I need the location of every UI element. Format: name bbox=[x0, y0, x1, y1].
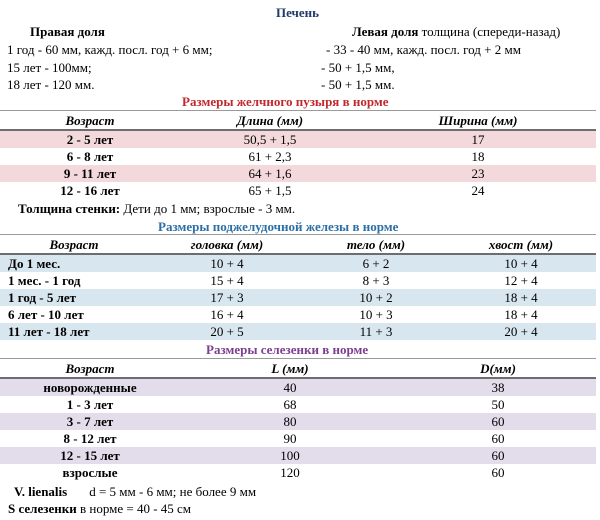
body-cell: 10 + 2 bbox=[359, 290, 393, 305]
pancreas-header-head: головка (мм) bbox=[148, 235, 306, 254]
liver-right-line-1: 1 год - 60 мм, кажд. посл. год + 6 мм; bbox=[7, 42, 213, 57]
body-cell: 11 + 3 bbox=[359, 324, 393, 339]
head-cell: 10 + 4 bbox=[210, 256, 244, 271]
width-cell: 24 bbox=[471, 183, 485, 198]
gallbladder-title: Размеры желчного пузыря в норме bbox=[182, 94, 389, 109]
spleen-header-length: L (мм) bbox=[180, 359, 400, 378]
width-cell: 23 bbox=[471, 166, 485, 181]
spleen-header-age: Возраст bbox=[0, 359, 180, 378]
splenic-vein-note bbox=[14, 484, 256, 500]
table-row bbox=[0, 378, 596, 396]
table-row bbox=[0, 413, 596, 430]
table-row bbox=[0, 396, 596, 413]
age-cell: 6 - 8 лет bbox=[66, 149, 114, 164]
age-cell: 1 год - 5 лет bbox=[8, 290, 77, 305]
gallbladder-table bbox=[0, 111, 596, 199]
gallbladder-header-width: Ширина (мм) bbox=[360, 111, 596, 130]
spleen-table bbox=[0, 359, 596, 481]
table-row bbox=[0, 130, 596, 148]
diameter-cell: 38 bbox=[491, 380, 505, 395]
table-row bbox=[0, 464, 596, 481]
length-cell: 64 + 1,6 bbox=[248, 166, 292, 181]
spleen-area-note bbox=[8, 501, 191, 517]
liver-left-line-1: - 33 - 40 мм, кажд. посл. год + 2 мм bbox=[326, 42, 521, 57]
tail-cell: 12 + 4 bbox=[504, 273, 538, 288]
head-cell: 16 + 4 bbox=[210, 307, 244, 322]
age-cell: 1 мес. - 1 год bbox=[8, 273, 81, 288]
table-row bbox=[0, 289, 596, 306]
head-cell: 15 + 4 bbox=[210, 273, 244, 288]
body-cell: 10 + 3 bbox=[359, 307, 393, 322]
liver-left-line-2: - 50 + 1,5 мм, bbox=[321, 60, 395, 75]
table-row bbox=[0, 148, 596, 165]
age-cell: 1 - 3 лет bbox=[66, 397, 114, 412]
pancreas-header-body: тело (мм) bbox=[306, 235, 446, 254]
table-row bbox=[0, 447, 596, 464]
tail-cell: 10 + 4 bbox=[504, 256, 538, 271]
wall-thickness-text: Дети до 1 мм; взрослые - 3 мм. bbox=[120, 201, 296, 216]
pancreas-title: Размеры поджелудочной железы в норме bbox=[158, 219, 399, 234]
age-cell: 11 лет - 18 лет bbox=[8, 324, 90, 339]
spleen-area-label: S селезенки bbox=[8, 501, 77, 516]
age-cell: 8 - 12 лет bbox=[63, 431, 117, 446]
age-cell: взрослые bbox=[62, 465, 118, 480]
gallbladder-header-row bbox=[0, 111, 596, 130]
head-cell: 20 + 5 bbox=[210, 324, 244, 339]
diameter-cell: 60 bbox=[491, 414, 505, 429]
length-cell: 80 bbox=[283, 414, 297, 429]
length-cell: 40 bbox=[283, 380, 297, 395]
length-cell: 120 bbox=[280, 465, 300, 480]
liver-title: Печень bbox=[276, 5, 320, 20]
tail-cell: 20 + 4 bbox=[504, 324, 538, 339]
age-cell: 12 - 15 лет bbox=[60, 448, 120, 463]
liver-left-lobe-note: толщина (спереди-назад) bbox=[418, 24, 561, 39]
liver-left-line-3: - 50 + 1,5 мм. bbox=[321, 77, 395, 92]
age-cell: 3 - 7 лет bbox=[66, 414, 114, 429]
table-row bbox=[0, 165, 596, 182]
gallbladder-header-age: Возраст bbox=[0, 111, 180, 130]
tail-cell: 18 + 4 bbox=[504, 307, 538, 322]
table-row bbox=[0, 182, 596, 199]
liver-right-lobe-header: Правая доля bbox=[30, 24, 105, 39]
width-cell: 17 bbox=[471, 132, 485, 147]
wall-thickness-label: Толщина стенки: bbox=[18, 201, 121, 216]
diameter-cell: 60 bbox=[491, 448, 505, 463]
length-cell: 90 bbox=[283, 431, 297, 446]
table-row bbox=[0, 272, 596, 289]
tail-cell: 18 + 4 bbox=[504, 290, 538, 305]
spleen-title: Размеры селезенки в норме bbox=[206, 342, 369, 357]
age-cell: 6 лет - 10 лет bbox=[8, 307, 84, 322]
table-row bbox=[0, 254, 596, 272]
head-cell: 17 + 3 bbox=[210, 290, 244, 305]
pancreas-header-row bbox=[0, 235, 596, 254]
splenic-vein-label: V. lienalis bbox=[14, 484, 68, 499]
pancreas-table bbox=[0, 235, 596, 340]
diameter-cell: 60 bbox=[491, 465, 505, 480]
liver-left-lobe-label: Левая доля bbox=[352, 24, 419, 39]
age-cell: До 1 мес. bbox=[8, 256, 61, 271]
age-cell: новорожденные bbox=[43, 380, 137, 395]
diameter-cell: 50 bbox=[491, 397, 505, 412]
table-row bbox=[0, 430, 596, 447]
length-cell: 68 bbox=[283, 397, 297, 412]
splenic-vein-text: d = 5 мм - 6 мм; не более 9 мм bbox=[89, 484, 257, 499]
liver-right-line-3: 18 лет - 120 мм. bbox=[7, 77, 95, 92]
pancreas-header-tail: хвост (мм) bbox=[446, 235, 596, 254]
table-row bbox=[0, 323, 596, 340]
length-cell: 100 bbox=[280, 448, 300, 463]
spleen-area-text: в норме = 40 - 45 см bbox=[76, 501, 192, 516]
diameter-cell: 60 bbox=[491, 431, 505, 446]
pancreas-header-age: Возраст bbox=[0, 235, 148, 254]
spleen-header-row bbox=[0, 359, 596, 378]
body-cell: 6 + 2 bbox=[362, 256, 390, 271]
table-row bbox=[0, 306, 596, 323]
body-cell: 8 + 3 bbox=[362, 273, 390, 288]
length-cell: 65 + 1,5 bbox=[248, 183, 292, 198]
liver-left-lobe-header bbox=[352, 24, 560, 40]
age-cell: 2 - 5 лет bbox=[66, 132, 114, 147]
length-cell: 61 + 2,3 bbox=[248, 149, 292, 164]
age-cell: 12 - 16 лет bbox=[60, 183, 120, 198]
gallbladder-wall-note bbox=[18, 201, 295, 217]
width-cell: 18 bbox=[471, 149, 485, 164]
age-cell: 9 - 11 лет bbox=[63, 166, 117, 181]
liver-right-line-2: 15 лет - 100мм; bbox=[7, 60, 92, 75]
gallbladder-header-length: Длина (мм) bbox=[180, 111, 360, 130]
length-cell: 50,5 + 1,5 bbox=[243, 132, 297, 147]
spleen-header-diameter: D(мм) bbox=[400, 359, 596, 378]
